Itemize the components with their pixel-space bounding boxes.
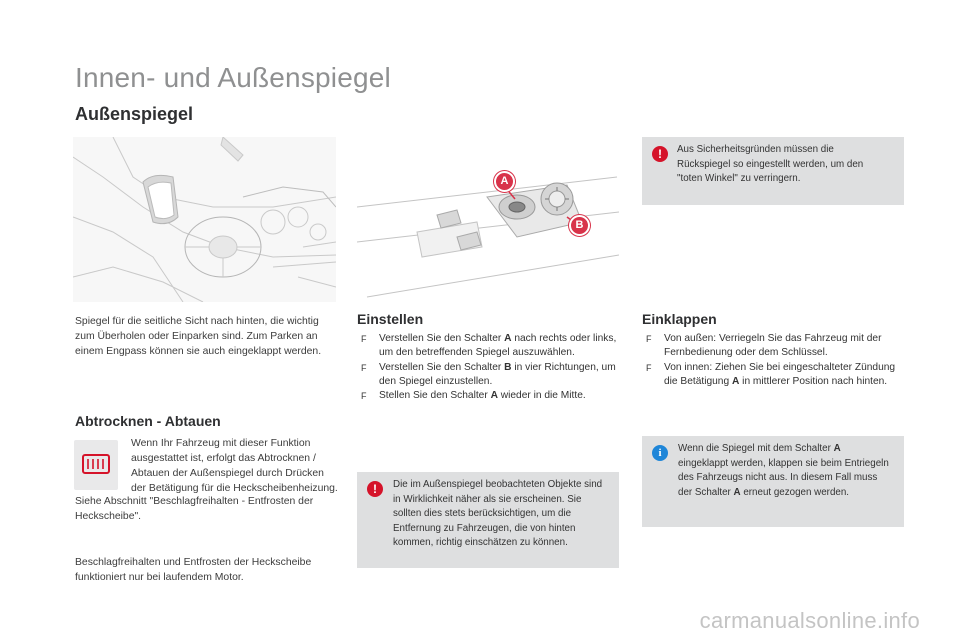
warning-top-text: Aus Sicherheitsgründen müssen die Rückspiegel so eingestellt werden, um den "toten Winkel" zu verringern. xyxy=(677,144,864,184)
abtrocknen-note: Beschlagfreihalten und Entfrosten der Heckscheibe funktioniert nur bei laufendem Motor. xyxy=(75,557,312,583)
page-title: Innen- und Außenspiegel xyxy=(75,62,391,93)
abtrocknen-title: Abtrocknen - Abtauen xyxy=(75,413,221,429)
label-b: B xyxy=(575,219,584,231)
item-text: Verstellen Sie den Schalter xyxy=(379,361,505,373)
item-bold: B xyxy=(504,361,512,373)
item-bold: A xyxy=(490,390,498,402)
info-box xyxy=(642,436,904,527)
warning-box-top xyxy=(642,137,904,205)
item-text: Von innen: Ziehen Sie bei eingeschalteter Zündung die Betätigung xyxy=(664,361,896,387)
abtrocknen-ref: Siehe Abschnitt "Beschlagfreihalten - Entfrosten der Heckscheibe". xyxy=(75,496,314,522)
item-text: in mittlerer Position nach hinten. xyxy=(739,375,888,387)
bullet-icon: F xyxy=(361,334,367,344)
mirror-illustration xyxy=(73,137,336,302)
einklappen-item xyxy=(642,361,907,390)
info-text xyxy=(678,442,890,500)
info-text-part: erneut gezogen werden. xyxy=(740,486,850,498)
einklappen-title: Einklappen xyxy=(642,311,717,327)
item-bold: A xyxy=(731,375,740,387)
bullet-icon: F xyxy=(361,362,367,373)
warning-mid-text: Die im Außenspiegel beobachteten Objekte sind in Wirklichkeit näher als sie erscheinen. Sie sollten dies stets berücksichtigen, um die Entfernung zu Fahrzeugen, die von hinten kommen, richtig einschätzen zu können. xyxy=(393,479,603,548)
switch-illustration xyxy=(357,137,619,302)
label-a-badge xyxy=(494,171,515,192)
info-icon: i xyxy=(652,445,668,461)
warning-box-mid xyxy=(357,472,619,568)
bullet-icon: F xyxy=(361,391,367,402)
bullet-icon: F xyxy=(646,362,652,373)
item-text: Stellen Sie den Schalter xyxy=(379,390,491,402)
item-text: in vier Richtungen, um den Spiegel einzustellen. xyxy=(379,361,616,387)
rear-defrost-icon xyxy=(74,440,118,490)
intro-text: Spiegel für die seitliche Sicht nach hinten, die wichtig zum Überholen oder Einparken sind. Zum Parken an einem Engpass können sie auch eingeklappt werden. xyxy=(75,316,322,357)
einstellen-title: Einstellen xyxy=(357,311,424,327)
info-bold: A xyxy=(733,486,741,498)
info-text-part: eingeklappt werden, klappen sie beim Entriegeln des Fahrzeugs nicht aus. In diesem Fall muss der Schalter xyxy=(678,457,889,498)
einstellen-item xyxy=(357,332,622,361)
info-text-part: Wenn die Spiegel mit dem Schalter xyxy=(678,443,834,454)
abtrocknen-text: Wenn Ihr Fahrzeug mit dieser Funktion ausgestattet ist, erfolgt das Abtrocknen / Abtauen der Außenspiegel durch Drücken der Betätigung für die Heckscheibenheizung. xyxy=(131,438,338,494)
info-bold: A xyxy=(833,443,841,454)
item-text: nach rechts oder links, um den betreffenden Spiegel auszuwählen. xyxy=(379,333,617,359)
item-text: wieder in die Mitte. xyxy=(497,390,586,402)
warning-icon: ! xyxy=(367,481,383,497)
watermark: carmanualsonline.info xyxy=(699,608,920,633)
einklappen-item xyxy=(642,332,907,361)
label-b-badge xyxy=(569,215,590,236)
einstellen-item xyxy=(357,361,622,390)
item-text: Verstellen Sie den Schalter xyxy=(379,333,505,344)
bullet-icon: F xyxy=(646,334,652,344)
item-text: Von außen: Verriegeln Sie das Fahrzeug mit der Fernbedienung oder dem Schlüssel. xyxy=(664,333,882,359)
section-title: Außenspiegel xyxy=(75,104,194,124)
label-a: A xyxy=(500,175,509,187)
warning-icon: ! xyxy=(652,146,668,162)
item-bold: A xyxy=(504,333,512,344)
einstellen-list xyxy=(357,332,622,403)
einstellen-item xyxy=(357,389,622,403)
einklappen-list xyxy=(642,332,907,389)
